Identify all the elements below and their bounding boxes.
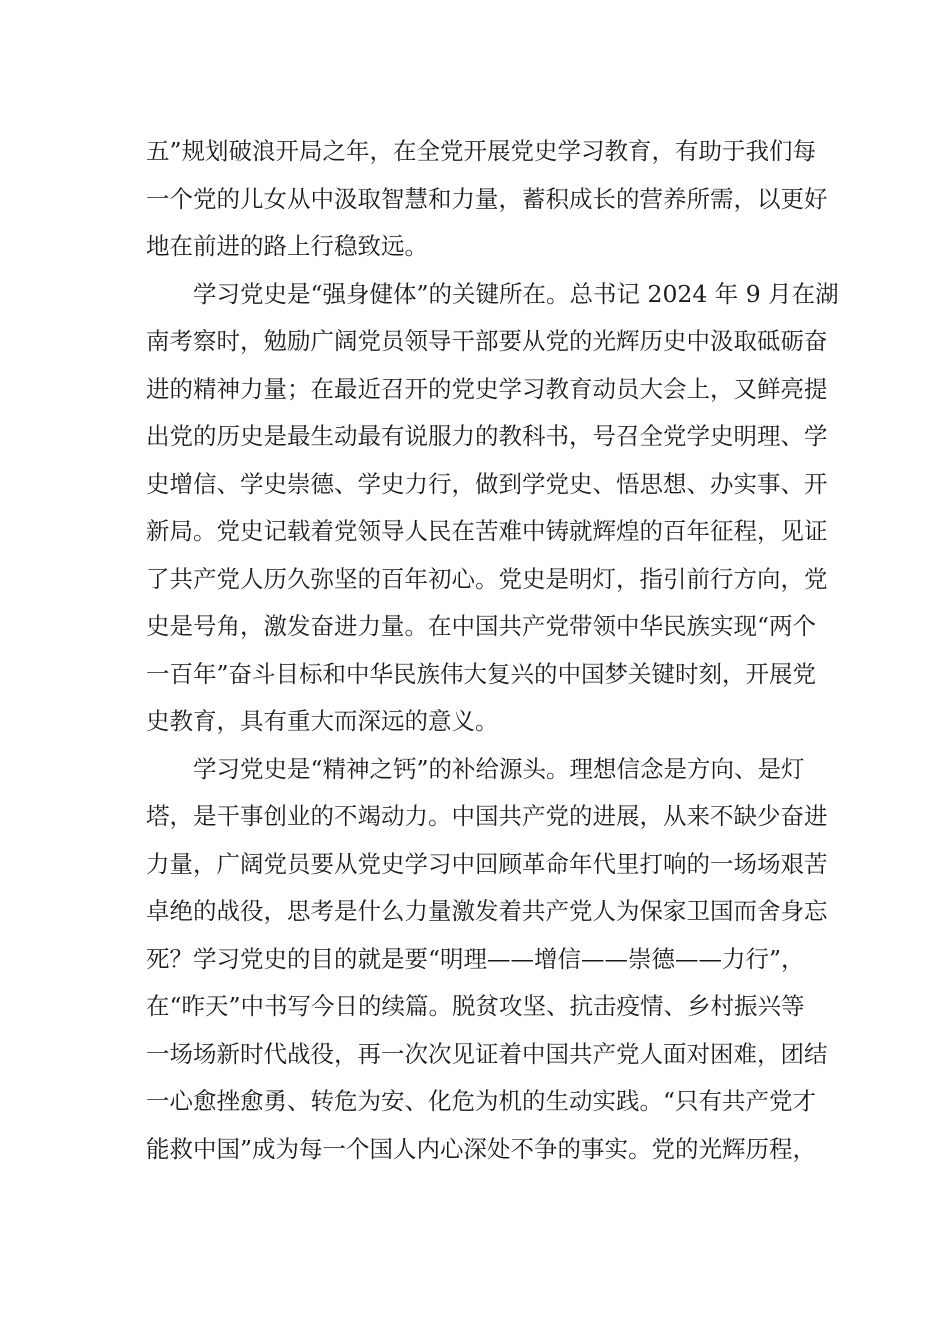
text-line: 南考察时，勉励广阔党员领导干部要从党的光辉历史中汲取砥砺奋 bbox=[146, 327, 828, 355]
text-line: 在“昨天”中书写今日的续篇。脱贫攻坚、抗击疫情、乡村振兴等 bbox=[146, 992, 805, 1020]
text-line: 出党的历史是最生动最有说服力的教科书，号召全党学史明理、学 bbox=[146, 422, 828, 450]
text-line: 新局。党史记载着党领导人民在苦难中铸就辉煌的百年征程，见证 bbox=[146, 517, 828, 545]
text-line: 一心愈挫愈勇、转危为安、化危为机的生动实践。“只有共产党才 bbox=[146, 1087, 817, 1115]
text-line: 卓绝的战役，思考是什么力量激发着共产党人为保家卫国而舍身忘 bbox=[146, 897, 828, 925]
text-line: 一百年”奋斗目标和中华民族伟大复兴的中国梦关键时刻，开展党 bbox=[146, 659, 817, 688]
text-line: 力量，广阔党员要从党史学习中回顾革命年代里打响的一场场艰苦 bbox=[146, 849, 828, 878]
text-line: 塔，是干事创业的不竭动力。中国共产党的进展，从来不缺少奋进 bbox=[146, 802, 828, 830]
text-line: 地在前进的路上行稳致远。 bbox=[146, 232, 428, 260]
text-line: 史增信、学史崇德、学史力行，做到学党史、悟思想、办实事、开 bbox=[146, 469, 828, 498]
text-line: 五”规划破浪开局之年，在全党开展党史学习教育，有助于我们每 bbox=[146, 137, 817, 165]
paragraph bbox=[146, 271, 839, 746]
text-line: 史是号角，激发奋进力量。在中国共产党带领中华民族实现“两个 bbox=[146, 612, 817, 640]
text-line: 死？学习党史的目的就是要“明理——增信——崇德——力行”， bbox=[146, 944, 805, 973]
text-line: 了共产党人历久弥坚的百年初心。党史是明灯，指引前行方向，党 bbox=[146, 564, 828, 593]
text-line: 学习党史是“精神之钙”的补给源头。理想信念是方向、是灯 bbox=[193, 754, 805, 783]
text-line: 能救中国”成为每一个国人内心深处不争的事实。党的光辉历程， bbox=[146, 1134, 817, 1163]
text-line: 史教育，具有重大而深远的意义。 bbox=[146, 707, 499, 735]
paragraph bbox=[146, 746, 828, 1174]
document-body bbox=[146, 128, 839, 1173]
text-line: 进的精神力量；在最近召开的党史学习教育动员大会上，又鲜亮提 bbox=[146, 374, 828, 403]
paragraph bbox=[146, 128, 828, 271]
text-line: 一场场新时代战役，再一次次见证着中国共产党人面对困难，团结 bbox=[146, 1039, 828, 1068]
text-line: 一个党的儿女从中汲取智慧和力量，蓄积成长的营养所需，以更好 bbox=[146, 184, 828, 213]
text-line: 学习党史是“强身健体”的关键所在。总书记 2024 年 9 月在湖 bbox=[193, 279, 839, 308]
